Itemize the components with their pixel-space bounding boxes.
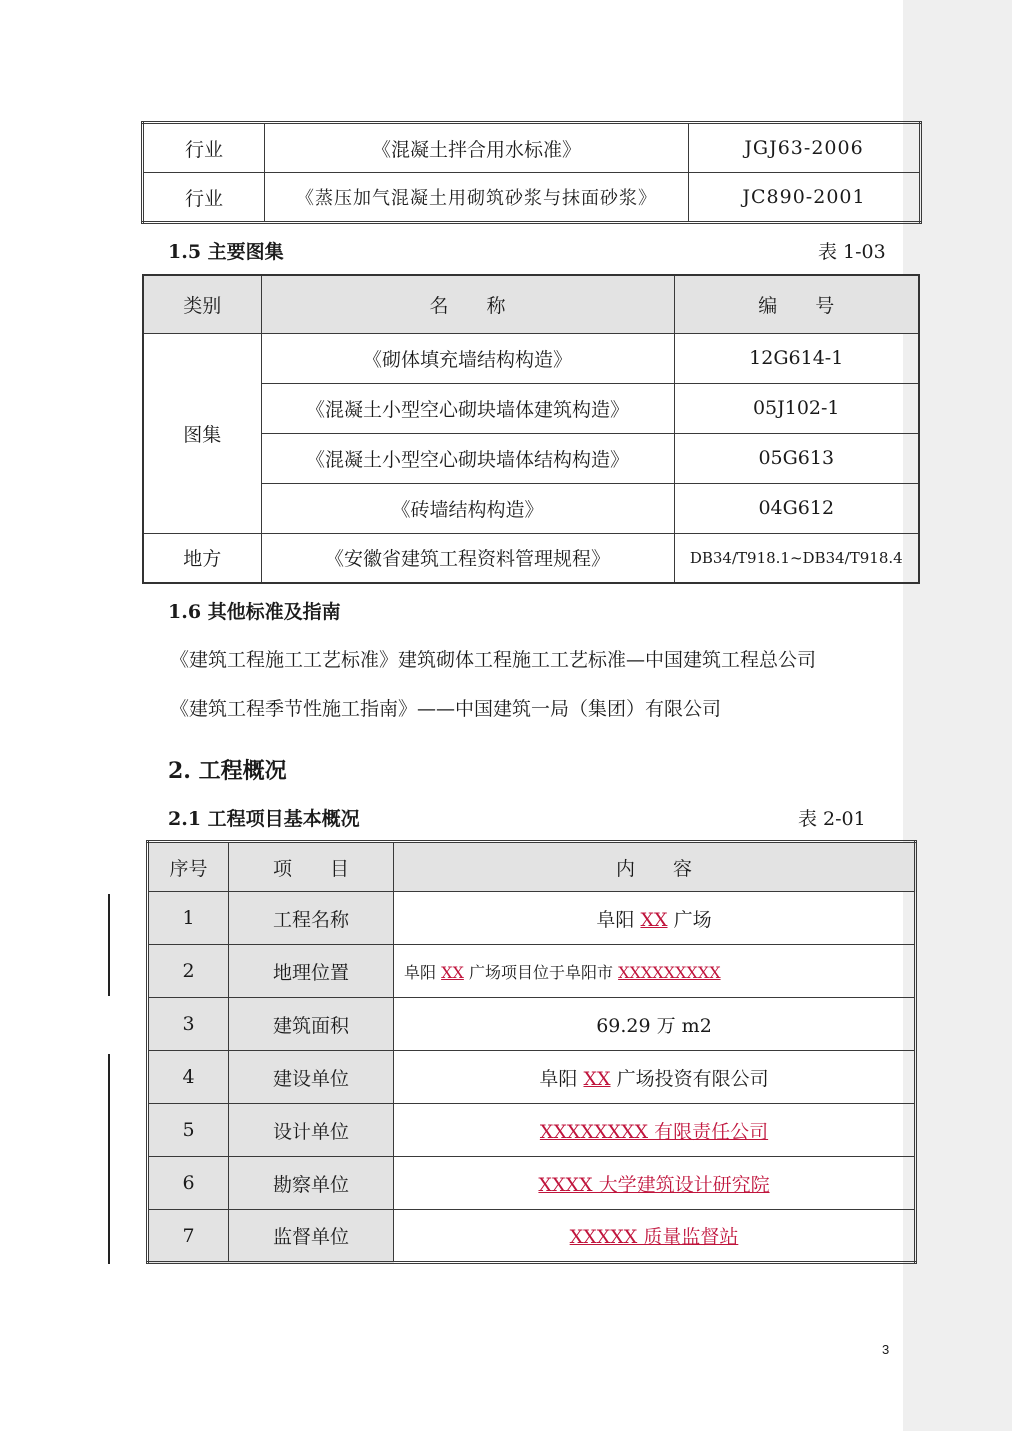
section-1-5-heading: 1.5 主要图集 [168, 241, 284, 263]
row-number: 1 [148, 892, 229, 945]
content-text: 广场项目位于阜阳市 [463, 962, 619, 982]
row-content [394, 1051, 916, 1104]
row-content [394, 1210, 916, 1263]
table-number: 表 1-03 [818, 241, 886, 263]
row-number: 2 [148, 945, 229, 998]
placeholder-text: XX [441, 962, 464, 982]
code-cell: DB34/T918.1~DB34/T918.4 [674, 533, 919, 583]
table-row [148, 998, 916, 1051]
section-1-6-heading: 1.6 其他标准及指南 [168, 601, 341, 623]
code-cell: 05G613 [674, 433, 919, 483]
row-number: 7 [148, 1210, 229, 1263]
category-cell: 地方 [143, 533, 261, 583]
category-cell: 行业 [143, 123, 265, 173]
row-number: 3 [148, 998, 229, 1051]
section-2-heading: 2. 工程概况 [168, 758, 287, 784]
table-row [143, 533, 919, 583]
code-cell: 04G612 [674, 483, 919, 533]
row-item: 地理位置 [229, 945, 394, 998]
header-category: 类别 [143, 275, 261, 333]
category-cell: 行业 [143, 173, 265, 223]
row-item: 建设单位 [229, 1051, 394, 1104]
header-item: 项 目 [229, 842, 394, 892]
content-text: 阜阳 [404, 962, 442, 982]
header-no: 序号 [148, 842, 229, 892]
atlas-table [142, 274, 920, 584]
content-text: 阜阳 [596, 908, 641, 931]
table-row [148, 1104, 916, 1157]
name-cell: 《混凝土拌合用水标准》 [265, 123, 689, 173]
name-cell: 《混凝土小型空心砌块墙体建筑构造》 [261, 383, 674, 433]
row-content [394, 945, 916, 998]
row-item: 建筑面积 [229, 998, 394, 1051]
overview-table [146, 840, 917, 1264]
placeholder-text: XXXXXXXXX [618, 962, 721, 982]
code-cell: JGJ63-2006 [689, 123, 921, 173]
name-cell: 《混凝土小型空心砌块墙体结构构造》 [261, 433, 674, 483]
group-label: 图集 [143, 333, 261, 533]
row-content [394, 892, 916, 945]
name-cell: 《砖墙结构构造》 [261, 483, 674, 533]
name-cell: 《砌体填充墙结构构造》 [261, 333, 674, 383]
paragraph-line: 《建筑工程施工工艺标准》建筑砌体工程施工工艺标准—中国建筑工程总公司 [170, 649, 817, 671]
table-row [143, 123, 921, 173]
row-item: 监督单位 [229, 1210, 394, 1263]
header-content: 内 容 [394, 842, 916, 892]
name-cell: 《蒸压加气混凝土用砌筑砂浆与抹面砂浆》 [265, 173, 689, 223]
row-item: 勘察单位 [229, 1157, 394, 1210]
header-code: 编 号 [674, 275, 919, 333]
table-row [143, 333, 919, 383]
table-row [148, 945, 916, 998]
row-item: 设计单位 [229, 1104, 394, 1157]
content-text: 阜阳 [539, 1067, 584, 1090]
table-row [148, 1051, 916, 1104]
row-item: 工程名称 [229, 892, 394, 945]
table-row [143, 173, 921, 223]
content-text: 广场投资有限公司 [610, 1067, 769, 1090]
content-text: 广场 [667, 908, 712, 931]
content-text: 69.29 万 m2 [596, 1014, 712, 1037]
code-cell: 05J102-1 [674, 383, 919, 433]
row-number: 5 [148, 1104, 229, 1157]
table-row [148, 1157, 916, 1210]
change-bar [108, 894, 110, 996]
code-cell: JC890-2001 [689, 173, 921, 223]
table-number: 表 2-01 [798, 808, 866, 830]
table-header-row [143, 275, 919, 333]
row-number: 6 [148, 1157, 229, 1210]
table-header-row [148, 842, 916, 892]
table-row [148, 1210, 916, 1263]
section-2-1-heading: 2.1 工程项目基本概况 [168, 808, 360, 830]
paragraph-line: 《建筑工程季节性施工指南》——中国建筑一局（集团）有限公司 [170, 698, 722, 720]
row-number: 4 [148, 1051, 229, 1104]
table-row [148, 892, 916, 945]
placeholder-text: XX [583, 1067, 611, 1090]
placeholder-text: XXXX 大学建筑设计研究院 [538, 1173, 770, 1196]
change-bar [108, 1054, 110, 1264]
row-content [394, 1157, 916, 1210]
name-cell: 《安徽省建筑工程资料管理规程》 [261, 533, 674, 583]
placeholder-text: XXXXXXXX 有限责任公司 [539, 1120, 769, 1143]
placeholder-text: XX [640, 908, 668, 931]
page-number: 3 [882, 1342, 890, 1357]
header-name: 名 称 [261, 275, 674, 333]
placeholder-text: XXXXX 质量监督站 [569, 1226, 739, 1248]
code-cell: 12G614-1 [674, 333, 919, 383]
standards-table [141, 121, 922, 224]
row-content [394, 1104, 916, 1157]
row-content [394, 998, 916, 1051]
